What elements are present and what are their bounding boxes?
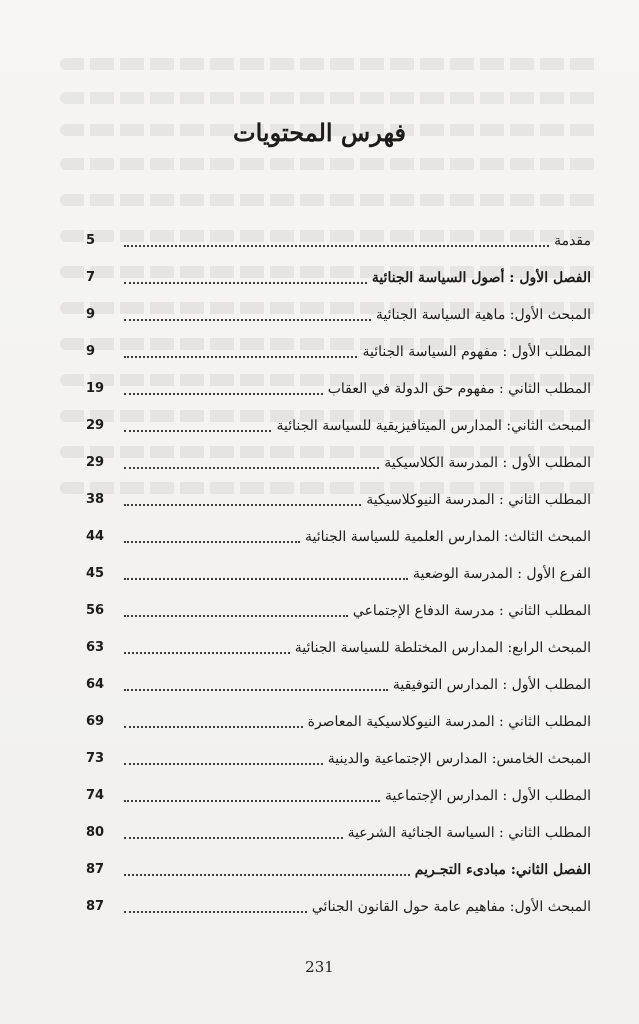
toc-entry [86, 222, 591, 259]
toc-entry-label: المطلب الثاني : المدرسة النيوكلاسيكية [366, 491, 591, 508]
toc-entry-label: المطلب الثاني : المدرسة النيوكلاسيكية المعاصرة [307, 713, 591, 730]
toc-entry [86, 629, 591, 666]
toc-entry-page: 44 [86, 529, 105, 544]
toc-dot-leader [124, 762, 323, 765]
toc-entry-page: 80 [86, 825, 105, 840]
toc-dot-leader [124, 614, 348, 617]
toc-dot-leader [124, 466, 379, 469]
toc-entry-page: 29 [86, 418, 105, 433]
toc-dot-leader [124, 318, 371, 321]
toc-entry [86, 444, 591, 481]
toc-entry [86, 814, 591, 851]
toc-entry-page: 45 [86, 566, 105, 581]
toc-entry-page: 9 [86, 307, 96, 322]
toc-entry-page: 38 [86, 492, 105, 507]
toc-entry-page: 74 [86, 788, 105, 803]
page-number: 231 [305, 958, 334, 976]
toc-entry-page: 9 [86, 344, 96, 359]
toc-entry-page: 73 [86, 751, 105, 766]
toc-dot-leader [124, 651, 290, 654]
toc-entry-page: 19 [86, 381, 105, 396]
toc-entry-label: المطلب الأول : المدارس التوفيقية [392, 676, 591, 693]
toc-entry [86, 592, 591, 629]
toc-entry-page: 7 [86, 270, 96, 285]
toc-dot-leader [124, 836, 343, 839]
page-title: فهرس المحتويات [232, 118, 406, 147]
toc-entry-page: 29 [86, 455, 105, 470]
toc-entry [86, 703, 591, 740]
toc-entry-label: المطلب الثاني : مدرسة الدفاع الإجتماعي [352, 602, 591, 619]
toc-entry-page: 87 [86, 899, 105, 914]
toc-dot-leader [124, 244, 549, 247]
toc-entry-label: الفرع الأول : المدرسة الوضعية [413, 565, 591, 582]
toc-entry [86, 518, 591, 555]
toc-entry-label: المطلب الأول : المدارس الإجتماعية [385, 787, 591, 804]
toc-dot-leader [124, 799, 380, 802]
toc-entry [86, 259, 591, 296]
toc-entry-label: المبحث الأول: ماهية السياسة الجنائية [375, 306, 591, 323]
toc-entry-label: المبحث الرابع: المدارس المختلطة للسياسة الجنائية [294, 639, 591, 656]
toc-dot-leader [124, 688, 388, 691]
toc-entry [86, 407, 591, 444]
toc-dot-leader [124, 429, 271, 432]
toc-dot-leader [124, 540, 300, 543]
toc-entry-label: المطلب الأول : مفهوم السياسة الجنائية [362, 343, 591, 360]
toc-dot-leader [124, 577, 408, 580]
toc-entry-label: المطلب الثاني : السياسة الجنائية الشرعية [347, 824, 591, 841]
toc-dot-leader [124, 281, 367, 284]
toc-entry [86, 666, 591, 703]
toc-entry [86, 370, 591, 407]
toc-entry [86, 888, 591, 925]
toc-dot-leader [124, 392, 323, 395]
toc-entry-page: 56 [86, 603, 105, 618]
toc-entry-page: 63 [86, 640, 105, 655]
toc-dot-leader [124, 355, 357, 358]
toc-entry-label: الفصل الثاني: مبادىء التجـريم [414, 861, 591, 878]
toc-dot-leader [124, 910, 307, 913]
toc-entry-label: الفصل الأول : أصول السياسة الجنائية [371, 269, 591, 286]
toc-entry-label: المبحث الأول: مفاهيم عامة حول القانون الجنائي [311, 898, 591, 915]
toc-entry [86, 333, 591, 370]
toc-entry-page: 5 [86, 233, 96, 248]
toc-dot-leader [124, 725, 303, 728]
toc-entry [86, 851, 591, 888]
toc-entry [86, 740, 591, 777]
toc-entry-label: مقدمة [554, 232, 591, 249]
toc-entry-label: المطلب الثاني : مفهوم حق الدولة في العقاب [327, 380, 591, 397]
toc-entry [86, 777, 591, 814]
toc-entry [86, 296, 591, 333]
toc-dot-leader [124, 873, 410, 876]
toc-entry-page: 64 [86, 677, 105, 692]
toc-entry-label: المطلب الأول : المدرسة الكلاسيكية [384, 454, 591, 471]
toc-dot-leader [124, 503, 361, 506]
toc-entry-label: المبحث الخامس: المدارس الإجتماعية والدينية [327, 750, 591, 767]
toc-entry-page: 69 [86, 714, 105, 729]
toc-entry-label: المبحث الثاني: المدارس الميتافيزيقية للسياسة الجنائية [276, 417, 591, 434]
table-of-contents [86, 222, 591, 925]
toc-entry-page: 87 [86, 862, 105, 877]
toc-entry [86, 481, 591, 518]
toc-entry [86, 555, 591, 592]
toc-entry-label: المبحث الثالث: المدارس العلمية للسياسة الجنائية [304, 528, 591, 545]
